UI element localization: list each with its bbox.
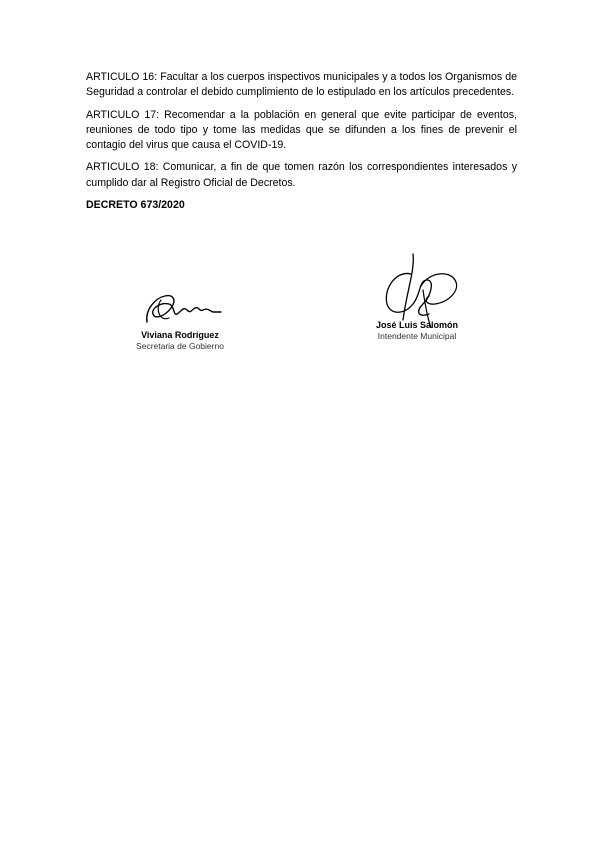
article-16-paragraph: ARTICULO 16: Facultar a los cuerpos inspectivos municipales y a todos los Organismos de Seguridad a controlar el debido cumplimiento de lo estipulado en los artículos precedentes. xyxy=(86,71,517,99)
signatory-title-right: Intendente Municipal xyxy=(377,331,457,341)
document-body xyxy=(86,70,517,213)
handwritten-signature-right xyxy=(357,250,477,328)
article-17-paragraph: ARTICULO 17: Recomendar a la población en general que evite participar de eventos, reuniones de todo tipo y tome las medidas que se difunden a los fines de prevenir el contagio del virus que causa el COVID-19. xyxy=(86,108,517,152)
decree-number: DECRETO 673/2020 xyxy=(86,199,185,212)
signatory-name-right: José Luis Salomón xyxy=(375,320,459,330)
article-18-paragraph: ARTICULO 18: Comunicar, a fin de que tomen razón los correspondientes interesados y cumplido dar al Registro Oficial de Decretos. xyxy=(86,161,517,189)
signatory-name-left: Viviana Rodríguez xyxy=(141,330,219,340)
signatory-title-left: Secretaria de Gobierno xyxy=(136,341,224,351)
signature-block-mayor xyxy=(352,250,482,341)
signature-block-secretary xyxy=(118,288,242,351)
handwritten-signature-left xyxy=(125,288,235,330)
